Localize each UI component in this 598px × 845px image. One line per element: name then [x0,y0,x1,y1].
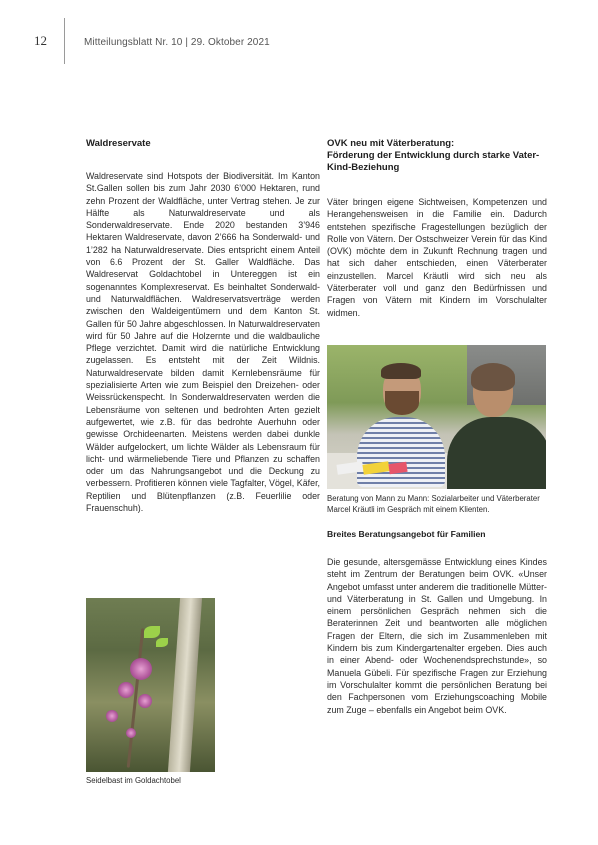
blossom [130,658,152,680]
article-ovk [327,138,547,319]
section-subheading: Breites Beratungsangebot für Familien [327,529,486,539]
seidelbast-photo [86,598,215,772]
blossom [126,728,136,738]
section-body: Die gesunde, altersgemässe Entwicklung eines Kindes steht im Zentrum der Beratungen beim OVK. «Unser Angebot umfasst unter anderem die traditionelle Mütter- und Väterberatung in St. Gallen und Umgebung. In einem persönlichen Gespräch nehmen sich die Beraterinnen Zeit und beantworten alle möglichen Fragen der Eltern, die sich im Zusammenleben mit Kindern bis zum Kindergartenalter ergeben. Dies auch in einer Abend- oder Wochenendsprechstunde», so Manuela Gübeli. Für spezifische Fragen zur Erziehung im Vorschulalter kommt die persönlichen Beratung bei den Fachpersonen vom Erziehungscoaching Mobile zum Zuge – ebenfalls ein Angebot beim OVK. [327,557,547,715]
article-title-line1: OVK neu mit Väterberatung: [327,138,455,149]
client-hair [471,363,515,391]
article-body: Waldreservate sind Hotspots der Biodiversität. Im Kanton St.Gallen sollen bis zum Jahr 2030 6’000 Hektaren, rund zehn Prozent der Waldfläche, unter Vertrag stehen. Je zur Hälfte als Naturwaldreservate und als Sonderwaldreservate. Ende 2020 bestanden 3’946 Hektaren Waldreservate, davon 2’666 ha Sonderwald- und 1’282 ha Naturwaldreservate. Dies entspricht einem Anteil von 6.6 Prozent der St. Galler Waldfläche. Das Waldreservat Goldachtobel in Untereggen ist ein sogenanntes Komplexreservat. Es beinhaltet Sonderwald- und Naturwaldflächen. Waldreservatsverträge werden zwischen den Waldeigentümern und dem Kanton St. Gallen für 50 Jahre abgeschlossen. In Naturwaldreservaten wird für 50 Jahre auf die Holzernte und die waldbauliche Pflege verzichtet. Damit wird die natürliche Entwicklung zugelassen. Es entsteht mit der Zeit Wildnis. Naturwaldreservate bilden damit Kernlebensräume für spezialisierte Arten wie zum Beispiel den Dreizehen- oder Weissrückenspecht. In Sonderwaldreservaten werden die Lebensräume von seltenen und bedrohten Arten gezielt aufgewertet, wie z.B. für das bedrohte Auerhuhn oder gewisse Orchideenarten. Meistens werden dabei dunkle Wälder aufgelockert, um lichte Wälder als Lebensraum für licht- und wärmeliebende Tiere und Pflanzen zu schaffen oder um das Nahrungsangebot und die Deckung zu verbessern. Profitieren können viele Tagfalter, Vögel, Käfer, Reptilien und Blütenpflanzen (z.B. Feuerlilie oder Frauenschuh). [86,171,320,514]
photo-caption: Beratung von Mann zu Mann: Sozialarbeiter und Väterberater Marcel Kräutli im Gespräch mit einem Klienten. [327,494,540,514]
blossom [106,710,118,722]
publication-header: Mitteilungsblatt Nr. 10 | 29. Oktober 2021 [84,37,270,48]
article-waldreservate [86,138,320,514]
counselor-beard [385,391,419,415]
header-divider [64,18,65,64]
photo-caption: Seidelbast im Goldachtobel [86,776,181,785]
client-figure [447,417,546,489]
ovk-lower [327,493,547,716]
page-number: 12 [34,33,47,48]
consultation-photo [327,345,546,489]
counselor-hair [381,363,421,379]
blossom [118,682,134,698]
leaf [144,626,160,638]
leaf [156,638,168,647]
article-intro: Väter bringen eigene Sichtweisen, Kompetenzen und Herangehensweisen in die Familie ein. Dadurch entstehen spezifische Fragestellungen bezüglich der Rolle von Vätern. Der Ostschweizer Verein für das Kind (OVK) möchte dem in Zukunft Rechnung tragen und hat sich daher entschieden, einen Väterberater einzustellen. Marcel Kräutli wird sich neu als Väterberater voll und ganz den Bedürfnissen und Fragen von Vätern mit Kindern im Vorschulalter widmen. [327,197,547,318]
article-title: Waldreservate [86,138,151,149]
tree-trunk [168,598,202,772]
article-title-line2: Förderung der Entwicklung durch starke Vater-Kind-Beziehung [327,150,540,173]
counselor-figure [357,417,445,487]
blossom [138,694,152,708]
